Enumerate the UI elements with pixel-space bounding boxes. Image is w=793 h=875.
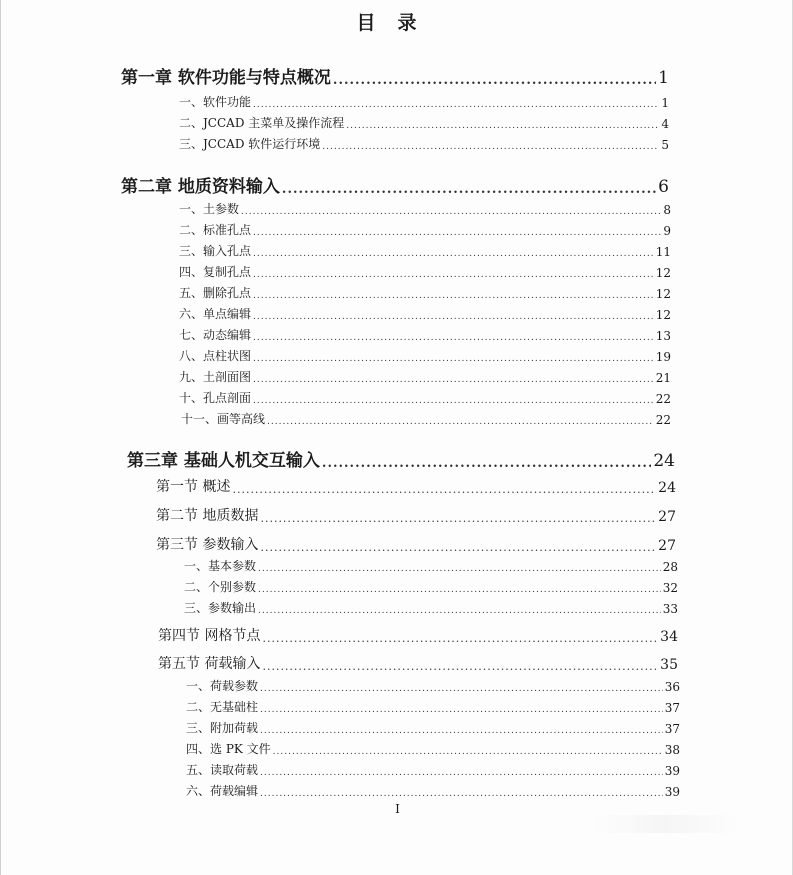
dot-leader — [322, 142, 659, 152]
dot-leader — [258, 564, 661, 574]
toc-page-number: 39 — [664, 785, 680, 799]
dot-leader — [253, 249, 654, 259]
toc-page-number: 21 — [655, 371, 671, 385]
toc-label: 一、土参数 — [179, 202, 240, 216]
toc-page-number: 5 — [661, 138, 669, 152]
toc-item[interactable] — [184, 578, 678, 595]
toc-page-number: 19 — [655, 350, 671, 364]
toc-chapter-2[interactable] — [121, 172, 669, 197]
toc-label: 二、标准孔点 — [179, 223, 252, 237]
dot-leader — [262, 661, 658, 673]
toc-label: 二、个别参数 — [184, 580, 257, 594]
page-footer-number: I — [395, 802, 400, 816]
toc-label: 第四节 网格节点 — [158, 628, 261, 644]
dot-leader — [267, 417, 654, 427]
toc-chapter-3[interactable] — [127, 446, 675, 471]
toc-label: 七、动态编辑 — [179, 328, 252, 342]
toc-page-number: 22 — [655, 413, 671, 427]
dot-leader — [260, 705, 663, 715]
toc-item[interactable] — [179, 326, 671, 343]
toc-page-number: 22 — [655, 392, 671, 406]
dot-leader — [253, 100, 659, 110]
toc-page-number: 36 — [664, 680, 680, 694]
toc-label: 第五节 荷载输入 — [158, 656, 261, 672]
dot-leader — [253, 333, 654, 343]
toc-label: 第三节 参数输入 — [156, 537, 259, 553]
toc-chapter-1[interactable] — [121, 63, 669, 88]
toc-section[interactable] — [158, 625, 678, 645]
toc-label: 三、输入孔点 — [179, 244, 252, 258]
toc-label: 三、附加荷载 — [186, 721, 259, 735]
toc-item[interactable] — [179, 242, 671, 259]
toc-page-number: 12 — [655, 308, 671, 322]
toc-label: 一、软件功能 — [179, 95, 252, 109]
toc-item[interactable] — [179, 93, 669, 110]
toc-page-number: 12 — [655, 266, 671, 280]
toc-label: 四、复制孔点 — [179, 265, 252, 279]
toc-section[interactable] — [158, 653, 678, 673]
toc-item[interactable] — [186, 719, 680, 736]
toc-item[interactable] — [179, 135, 669, 152]
toc-label: 四、选 PK 文件 — [186, 742, 271, 756]
toc-item[interactable] — [179, 368, 671, 385]
toc-page-number: 37 — [664, 701, 680, 715]
toc-item[interactable] — [179, 263, 671, 280]
dot-leader — [322, 457, 651, 471]
toc-label: 二、无基础柱 — [186, 700, 259, 714]
toc-page-number: 27 — [658, 509, 676, 525]
toc-page-number: 1 — [658, 68, 669, 88]
toc-item[interactable] — [179, 305, 671, 322]
toc-label: 第三章 基础人机交互输入 — [127, 451, 320, 471]
dot-leader — [346, 121, 659, 131]
toc-section[interactable] — [156, 505, 676, 525]
toc-label: 十一、画等高线 — [181, 412, 266, 426]
dot-leader — [260, 726, 663, 736]
toc-page-number: 24 — [658, 480, 676, 496]
toc-item[interactable] — [184, 599, 678, 616]
toc-item[interactable] — [179, 114, 669, 131]
toc-label: 第一节 概述 — [156, 479, 231, 495]
toc-label: 六、单点编辑 — [179, 307, 252, 321]
toc-page-number: 8 — [663, 203, 671, 217]
toc-label: 三、参数输出 — [184, 601, 257, 615]
toc-label: 五、读取荷载 — [186, 763, 259, 777]
dot-leader — [273, 747, 663, 757]
dot-leader — [260, 768, 663, 778]
toc-item[interactable] — [186, 698, 680, 715]
toc-page-number: 33 — [662, 602, 678, 616]
dot-leader — [258, 606, 661, 616]
toc-page-number: 13 — [655, 329, 671, 343]
toc-item[interactable] — [179, 347, 671, 364]
toc-section[interactable] — [156, 534, 676, 554]
toc-page-number: 38 — [664, 743, 680, 757]
toc-label: 第二节 地质数据 — [156, 508, 259, 524]
dot-leader — [258, 585, 661, 595]
toc-item[interactable] — [179, 284, 671, 301]
dot-leader — [253, 396, 654, 406]
dot-leader — [241, 207, 661, 217]
toc-page-number: 28 — [662, 560, 678, 574]
dot-leader — [333, 74, 656, 88]
toc-item[interactable] — [186, 761, 680, 778]
dot-leader — [253, 270, 654, 280]
toc-item[interactable] — [186, 740, 680, 757]
scan-artifact — [591, 815, 741, 833]
toc-page-number: 39 — [664, 764, 680, 778]
toc-item[interactable] — [179, 389, 671, 406]
toc-label: 十、孔点剖面 — [179, 391, 252, 405]
page-title: 目录 — [356, 12, 439, 34]
toc-label: 六、荷载编辑 — [186, 784, 259, 798]
toc-page-number: 37 — [664, 722, 680, 736]
toc-label: 一、基本参数 — [184, 559, 257, 573]
toc-page-number: 34 — [660, 629, 678, 645]
toc-label: 五、删除孔点 — [179, 286, 252, 300]
dot-leader — [260, 789, 663, 799]
dot-leader — [260, 513, 656, 525]
toc-page-number: 32 — [662, 581, 678, 595]
dot-leader — [260, 542, 656, 554]
toc-section[interactable] — [156, 476, 676, 496]
toc-item[interactable] — [186, 782, 680, 799]
toc-label: 八、点柱状图 — [179, 349, 252, 363]
toc-item[interactable] — [181, 410, 671, 427]
toc-page-number: 11 — [655, 245, 671, 259]
toc-label: 一、荷载参数 — [186, 679, 259, 693]
dot-leader — [232, 484, 656, 496]
toc-label: 三、JCCAD 软件运行环境 — [179, 137, 321, 151]
toc-item[interactable] — [179, 221, 671, 238]
dot-leader — [253, 291, 654, 301]
toc-page-number: 1 — [661, 96, 669, 110]
toc-page-number: 4 — [661, 117, 669, 131]
toc-page-number: 24 — [653, 451, 675, 471]
toc-page-number: 12 — [655, 287, 671, 301]
dot-leader — [253, 228, 661, 238]
toc-label: 第一章 软件功能与特点概况 — [121, 68, 331, 88]
toc-page-number: 9 — [663, 224, 671, 238]
dot-leader — [260, 684, 663, 694]
toc-label: 九、土剖面图 — [179, 370, 252, 384]
dot-leader — [253, 312, 654, 322]
toc-label: 二、JCCAD 主菜单及操作流程 — [179, 116, 345, 130]
toc-item[interactable] — [179, 200, 671, 217]
toc-page-number: 27 — [658, 538, 676, 554]
toc-item[interactable] — [186, 677, 680, 694]
toc-item[interactable] — [184, 557, 678, 574]
dot-leader — [253, 354, 654, 364]
dot-leader — [253, 375, 654, 385]
dot-leader — [262, 633, 658, 645]
toc-page-number: 35 — [660, 657, 678, 673]
dot-leader — [282, 183, 656, 197]
toc-page-number: 6 — [658, 177, 669, 197]
toc-label: 第二章 地质资料输入 — [121, 177, 280, 197]
